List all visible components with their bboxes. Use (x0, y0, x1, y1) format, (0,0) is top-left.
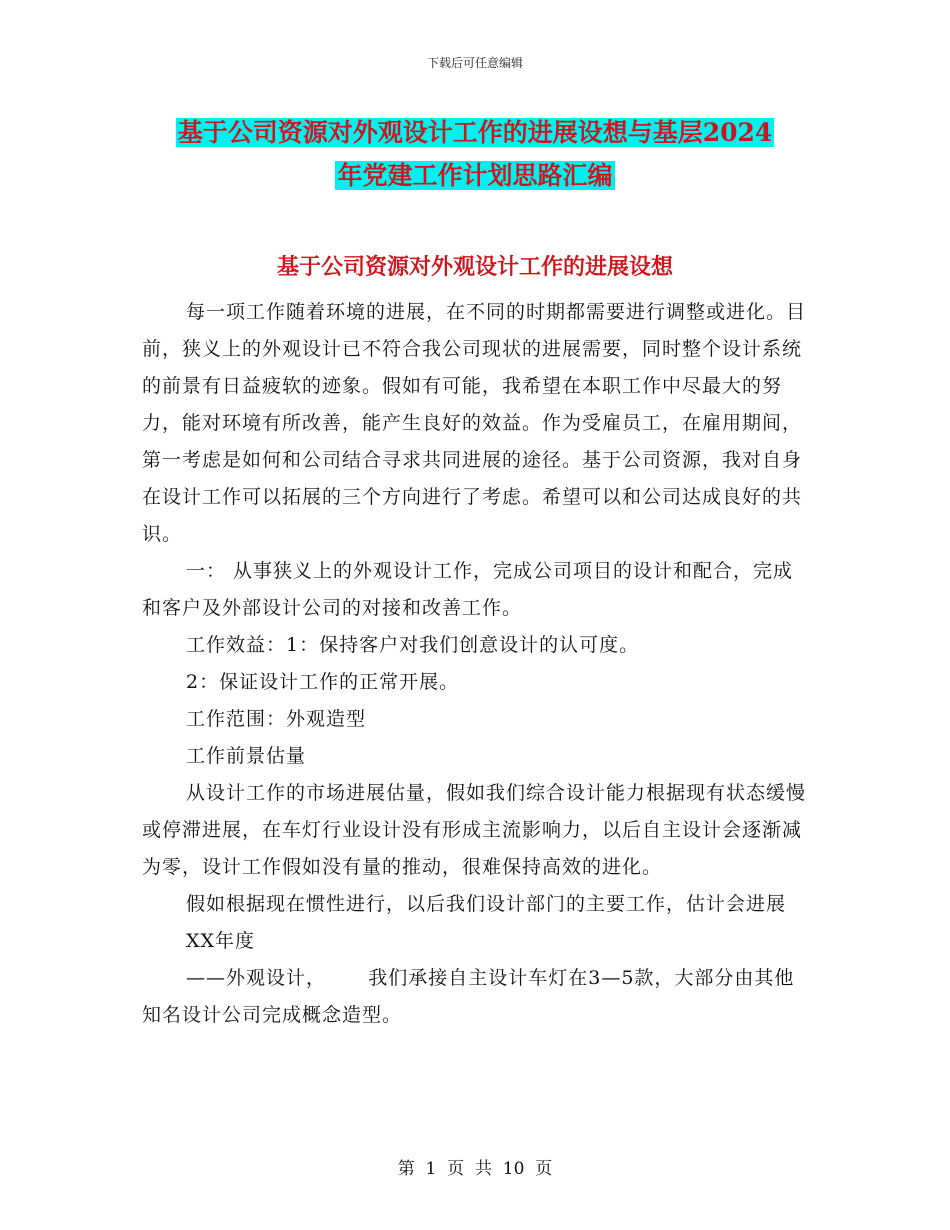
paragraph: 工作范围：外观造型 (186, 708, 367, 730)
page-footer: 第 1 页 共 10 页 (397, 1159, 553, 1179)
paragraph: 工作效益：1：保持客户对我们创意设计的认可度。 (186, 634, 640, 656)
paragraph: 每一项工作随着环境的进展，在不同的时期都需要进行调整或进化。目前，狭义上的外观设计已不符合我公司现状的进展需要，同时整个设计系统的前景有日益疲软的迹象。假如有可能，我希望在本职工作中尽最大的努力，能对环境有所改善，能产生良好的效益。作为受雇员工，在雇用期间，第一考虑是如何和公司结合寻求共同进展的途径。基于公司资源，我对自身在设计工作可以拓展的三个方向进行了考虑。希望可以和公司达成良好的共识。 (142, 301, 807, 545)
paragraph: 工作前景估量 (186, 745, 307, 767)
main-title-line-1-text: 基于公司资源对外观设计工作的进展设想与基层2024 (177, 118, 773, 147)
paragraph: 从设计工作的市场进展估量，假如我们综合设计能力根据现有状态缓慢或停滞进展，在车灯行业设计没有形成主流影响力，以后自主设计会逐渐减为零，设计工作假如没有量的推动，很难保持高效的进化。 (142, 782, 807, 878)
main-title-line-1 (0, 113, 950, 149)
section-title: 基于公司资源对外观设计工作的进展设想 (276, 254, 673, 280)
main-title-line-2 (0, 156, 950, 192)
paragraph: 假如根据现在惯性进行，以后我们设计部门的主要工作，估计会进展 (186, 893, 787, 915)
paragraph: 一： 从事狭义上的外观设计工作，完成公司项目的设计和配合，完成和客户及外部设计公司的对接和改善工作。 (142, 560, 794, 619)
paragraph: ——外观设计， 我们承接自主设计车灯在3—5款，大部分由其他知名设计公司完成概念造型。 (142, 967, 795, 1026)
main-title-line-2-text: 年党建工作计划思路汇编 (337, 161, 613, 190)
body-text (142, 294, 808, 1034)
header-note: 下载后可任意编辑 (426, 56, 523, 70)
paragraph: XX年度 (186, 930, 256, 952)
paragraph: 2：保证设计工作的正常开展。 (186, 671, 460, 693)
